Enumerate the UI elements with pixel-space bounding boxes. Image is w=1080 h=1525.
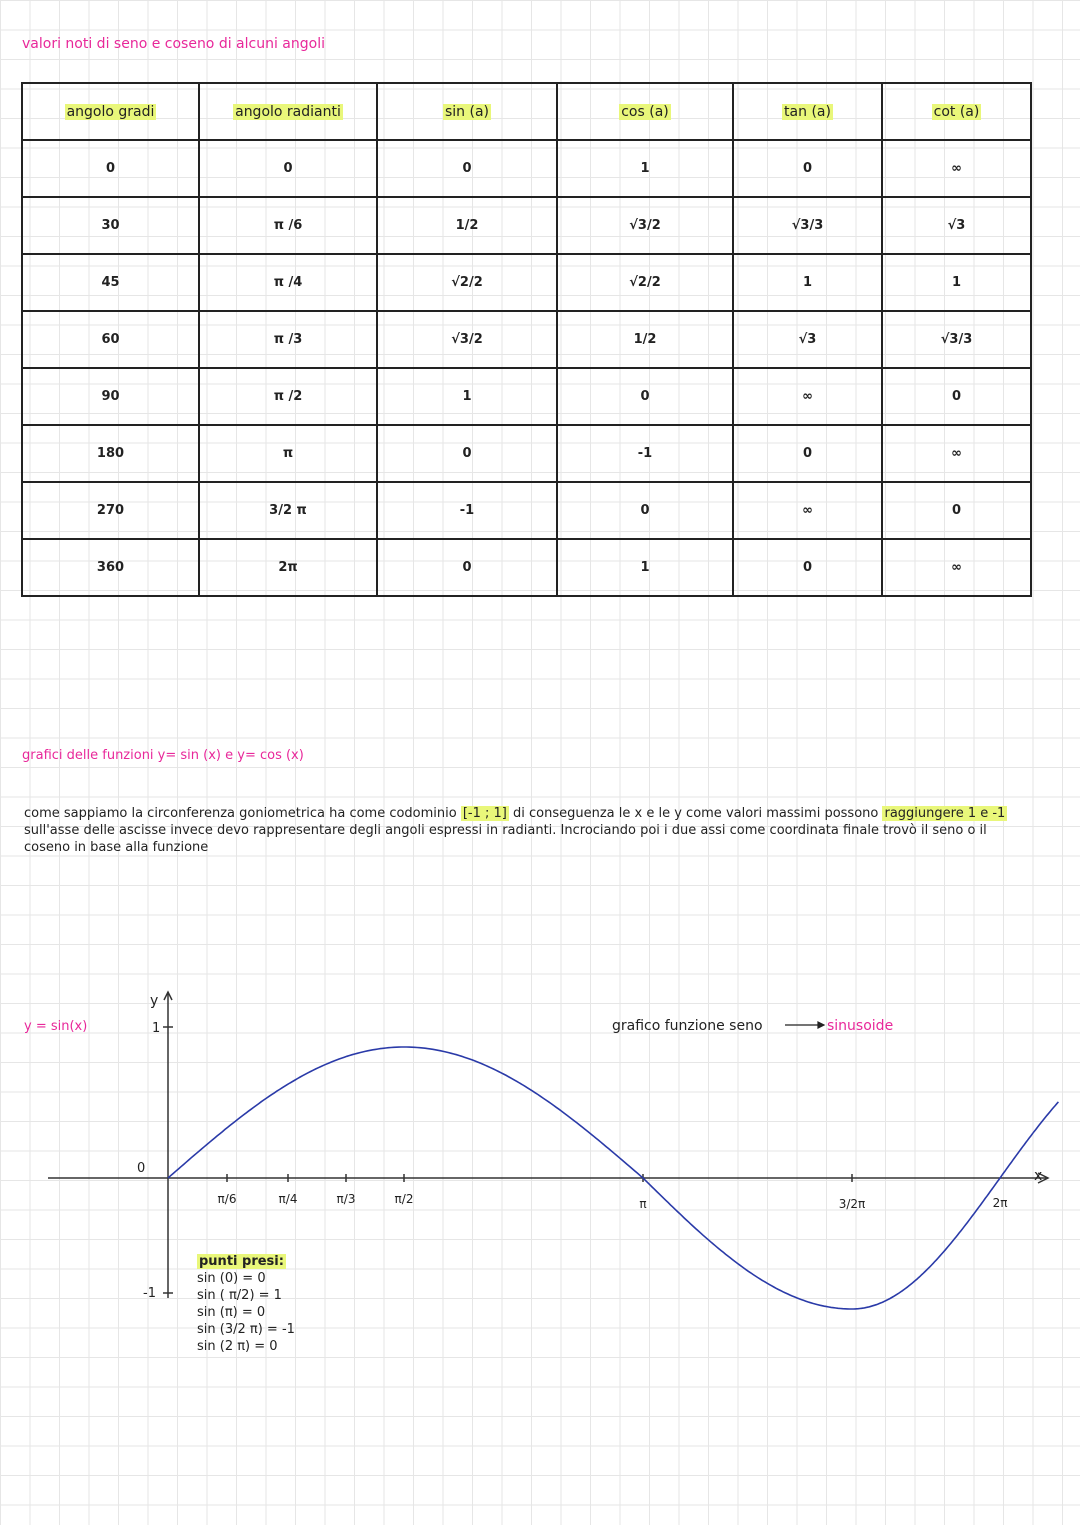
explanation-paragraph: come sappiamo la circonferenza goniometrica ha come codominio [-1 ; 1] di conseguenza le x e le y come valori massimi possono raggiungere 1 e -1 sull'asse delle ascisse invece devo rappresentare degli angoli espressi in radianti. Incrociando poi i due assi come coordinata finale trovò il seno o il coseno in base alla funzione: [24, 806, 1006, 855]
table-cell: 1: [733, 254, 882, 311]
table-row: [22, 539, 1031, 596]
table-cell: 0: [882, 482, 1031, 539]
table-cell: 1: [557, 539, 733, 596]
header-cell: sin (a): [377, 83, 557, 140]
table-cell: 0: [557, 368, 733, 425]
table-cell: 1/2: [557, 311, 733, 368]
table-cell: π /6: [199, 197, 377, 254]
table-cell: √3: [733, 311, 882, 368]
y-tick-label: 1: [152, 1021, 161, 1036]
header-cell: cot (a): [882, 83, 1031, 140]
graph-caption-result: sinusoide: [827, 1018, 894, 1034]
table-cell: π /2: [199, 368, 377, 425]
header-cell: angolo gradi: [22, 83, 199, 140]
table-cell: π /3: [199, 311, 377, 368]
table-cell: 0: [882, 368, 1031, 425]
table-cell: √3/3: [733, 197, 882, 254]
table-cell: √3/3: [882, 311, 1031, 368]
function-label: y = sin(x): [24, 1019, 88, 1034]
table-cell: √3/2: [557, 197, 733, 254]
table-cell: 1/2: [377, 197, 557, 254]
point-item: sin (2 π) = 0: [197, 1339, 278, 1354]
header-cell: angolo radianti: [199, 83, 377, 140]
table-row: [22, 197, 1031, 254]
x-axis-label: x: [1034, 1168, 1043, 1184]
table-cell: 2π: [199, 539, 377, 596]
table-cell: 0: [377, 425, 557, 482]
x-tick-label: 2π: [992, 1196, 1008, 1210]
header-cell: tan (a): [733, 83, 882, 140]
table-header-row: [22, 83, 1031, 140]
table-cell: 3/2 π: [199, 482, 377, 539]
table-cell: 0: [22, 140, 199, 197]
point-item: sin (π) = 0: [197, 1305, 266, 1320]
table-cell: 270: [22, 482, 199, 539]
table-cell: π /4: [199, 254, 377, 311]
table-cell: 45: [22, 254, 199, 311]
table-cell: ∞: [882, 539, 1031, 596]
caption-arrow: [785, 1022, 824, 1028]
graph-caption: grafico funzione seno: [612, 1018, 763, 1034]
header-cell: cos (a): [557, 83, 733, 140]
table-cell: 0: [377, 539, 557, 596]
table-cell: √2/2: [557, 254, 733, 311]
point-item: sin (0) = 0: [197, 1271, 266, 1286]
y-axis-label: y: [150, 993, 159, 1009]
y-tick-label: 0: [137, 1161, 146, 1176]
x-tick-label: π/6: [217, 1192, 237, 1206]
table-cell: 180: [22, 425, 199, 482]
x-tick-label: π/4: [278, 1192, 298, 1206]
table-cell: 1: [557, 140, 733, 197]
table-cell: 1: [377, 368, 557, 425]
table-cell: 30: [22, 197, 199, 254]
sine-graph: [0, 980, 1080, 1380]
point-item: sin ( π/2) = 1: [197, 1288, 282, 1303]
table-row: [22, 311, 1031, 368]
table-row: [22, 254, 1031, 311]
table-row: [22, 482, 1031, 539]
point-item: sin (3/2 π) = -1: [197, 1322, 295, 1337]
trig-values-table: [21, 82, 1032, 597]
table-row: [22, 368, 1031, 425]
table-cell: -1: [377, 482, 557, 539]
x-tick-label: π/2: [394, 1192, 414, 1206]
table-cell: 0: [733, 539, 882, 596]
table-cell: 360: [22, 539, 199, 596]
table-row: [22, 425, 1031, 482]
table-cell: ∞: [733, 482, 882, 539]
table-cell: 0: [199, 140, 377, 197]
table-cell: ∞: [882, 425, 1031, 482]
points-taken-title: punti presi:: [199, 1254, 284, 1269]
table-cell: 0: [733, 425, 882, 482]
graphs-heading: grafici delle funzioni y= sin (x) e y= cos (x): [22, 748, 304, 763]
table-cell: -1: [557, 425, 733, 482]
table-cell: 60: [22, 311, 199, 368]
table-cell: π: [199, 425, 377, 482]
table-row: [22, 140, 1031, 197]
table-cell: ∞: [733, 368, 882, 425]
table-cell: ∞: [882, 140, 1031, 197]
table-cell: 0: [557, 482, 733, 539]
y-tick-label: -1: [143, 1286, 156, 1301]
table-cell: 90: [22, 368, 199, 425]
table-cell: √2/2: [377, 254, 557, 311]
points-taken-list: [197, 1253, 295, 1355]
table-cell: √3: [882, 197, 1031, 254]
table-cell: 1: [882, 254, 1031, 311]
table-cell: √3/2: [377, 311, 557, 368]
table-cell: 0: [733, 140, 882, 197]
table-cell: 0: [377, 140, 557, 197]
x-tick-label: π/3: [336, 1192, 356, 1206]
x-tick-label: π: [639, 1197, 647, 1211]
table-heading: valori noti di seno e coseno di alcuni angoli: [22, 36, 325, 52]
x-tick-label: 3/2π: [838, 1197, 866, 1211]
